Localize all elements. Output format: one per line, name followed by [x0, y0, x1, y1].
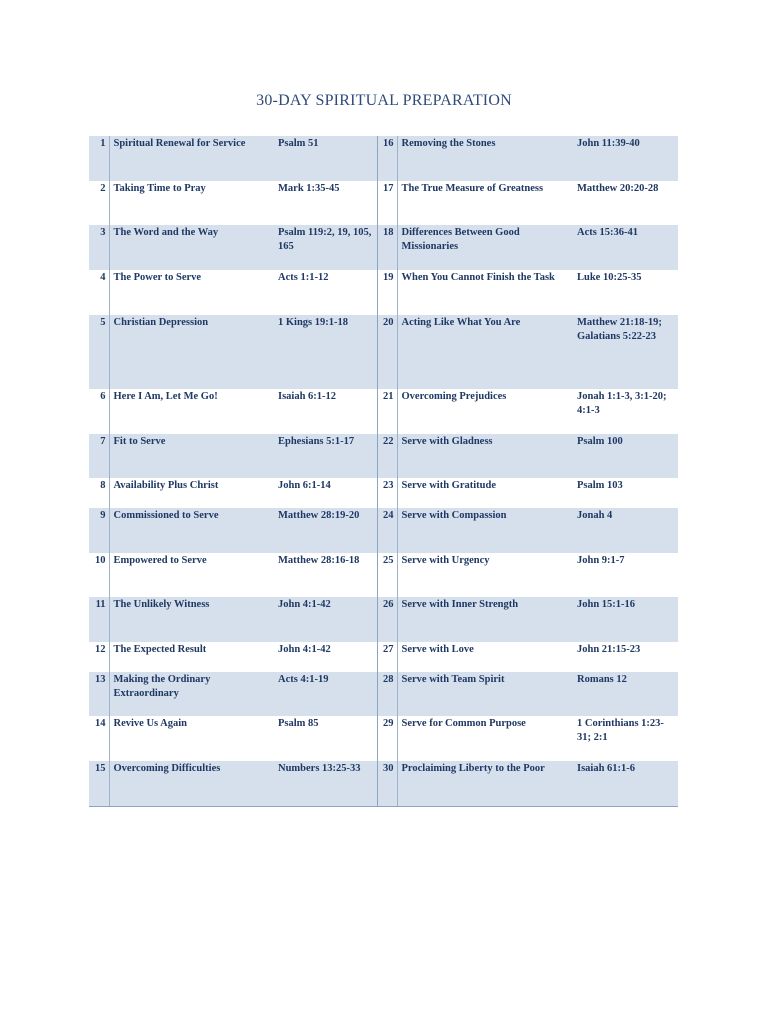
left-scripture-reference: John 6:1-14 — [272, 478, 377, 508]
right-scripture-reference: Romans 12 — [571, 672, 678, 716]
right-day-number: 24 — [377, 508, 397, 553]
right-day-number: 29 — [377, 716, 397, 761]
left-topic: Fit to Serve — [109, 434, 272, 478]
right-scripture-reference: Jonah 1:1-3, 3:1-20; 4:1-3 — [577, 391, 667, 416]
left-topic: Commissioned to Serve — [109, 508, 272, 553]
left-scripture-reference: Psalm 119:2, 19, 105, 165 — [272, 225, 377, 270]
page-title: 30-DAY SPIRITUAL PREPARATION — [256, 92, 512, 109]
right-scripture-reference: John 15:1-16 — [571, 597, 678, 642]
right-day-number: 18 — [377, 225, 397, 270]
table-row — [89, 508, 678, 553]
left-topic: The Unlikely Witness — [109, 597, 272, 642]
table-row — [89, 389, 678, 434]
table-row — [89, 761, 678, 806]
right-day-number: 19 — [377, 270, 397, 315]
left-day-number: 3 — [89, 225, 109, 270]
right-day-number: 16 — [377, 136, 397, 181]
right-topic: Serve with Gratitude — [401, 480, 496, 491]
right-day-number: 27 — [377, 642, 397, 672]
right-day-number: 21 — [377, 389, 397, 434]
left-topic: Spiritual Renewal for Service — [109, 136, 272, 181]
left-scripture-reference: Matthew 28:19-20 — [272, 508, 377, 553]
left-scripture-reference: Isaiah 6:1-12 — [272, 389, 377, 434]
left-scripture-reference: Acts 4:1-19 — [272, 672, 377, 716]
left-day-number: 12 — [89, 642, 109, 672]
left-topic: The Expected Result — [113, 644, 207, 655]
table-row — [89, 478, 678, 508]
left-scripture-reference: John 4:1-42 — [272, 642, 377, 672]
left-day-number: 1 — [89, 136, 109, 181]
left-topic: Revive Us Again — [113, 718, 187, 729]
right-topic: Acting Like What You Are — [397, 315, 571, 389]
table-row — [89, 315, 678, 389]
table-row — [89, 225, 678, 270]
right-day-number: 23 — [377, 478, 397, 508]
left-topic: The Power to Serve — [113, 272, 202, 283]
right-topic: Serve for Common Purpose — [401, 718, 526, 729]
right-scripture-reference: John 21:15-23 — [577, 644, 641, 655]
left-scripture-reference: Numbers 13:25-33 — [272, 761, 377, 806]
right-topic: Serve with Inner Strength — [397, 597, 571, 642]
right-scripture-reference: Matthew 21:18-19; Galatians 5:22-23 — [571, 315, 678, 389]
left-day-number: 13 — [89, 672, 109, 716]
left-day-number: 15 — [89, 761, 109, 806]
table-row — [89, 597, 678, 642]
table-row — [89, 553, 678, 597]
left-day-number: 9 — [89, 508, 109, 553]
left-topic: Taking Time to Pray — [113, 183, 206, 194]
right-topic: Serve with Gladness — [397, 434, 571, 478]
table-row — [89, 136, 678, 181]
right-scripture-reference: Isaiah 61:1-6 — [571, 761, 678, 806]
left-topic: Making the Ordinary Extraordinary — [109, 672, 272, 716]
left-topic: Availability Plus Christ — [113, 480, 219, 491]
left-scripture-reference: Psalm 85 — [272, 716, 377, 761]
left-day-number: 2 — [89, 181, 109, 225]
right-day-number: 17 — [377, 181, 397, 225]
left-day-number: 6 — [89, 389, 109, 434]
right-day-number: 22 — [377, 434, 397, 478]
preparation-table — [89, 136, 678, 807]
right-scripture-reference: John 9:1-7 — [577, 555, 625, 566]
left-day-number: 5 — [89, 315, 109, 389]
left-day-number: 11 — [89, 597, 109, 642]
right-topic: Serve with Love — [401, 644, 474, 655]
right-day-number: 26 — [377, 597, 397, 642]
table-row — [89, 672, 678, 716]
left-topic: Overcoming Difficulties — [109, 761, 272, 806]
right-scripture-reference: John 11:39-40 — [571, 136, 678, 181]
left-scripture-reference: Mark 1:35-45 — [272, 181, 377, 225]
left-scripture-reference: Ephesians 5:1-17 — [272, 434, 377, 478]
right-day-number: 25 — [377, 553, 397, 597]
left-day-number: 8 — [89, 478, 109, 508]
left-day-number: 7 — [89, 434, 109, 478]
table-row — [89, 181, 678, 225]
left-topic: Here I Am, Let Me Go! — [113, 391, 218, 402]
right-topic: Removing the Stones — [397, 136, 571, 181]
right-topic: When You Cannot Finish the Task — [401, 272, 555, 283]
left-scripture-reference: Matthew 28:16-18 — [272, 553, 377, 597]
right-scripture-reference: Matthew 20:20-28 — [577, 183, 659, 194]
right-day-number: 20 — [377, 315, 397, 389]
right-scripture-reference: Psalm 103 — [577, 480, 623, 491]
right-topic: Serve with Team Spirit — [397, 672, 571, 716]
left-scripture-reference: Psalm 51 — [272, 136, 377, 181]
left-day-number: 10 — [89, 553, 109, 597]
left-day-number: 4 — [89, 270, 109, 315]
left-scripture-reference: 1 Kings 19:1-18 — [272, 315, 377, 389]
left-scripture-reference: Acts 1:1-12 — [272, 270, 377, 315]
right-day-number: 28 — [377, 672, 397, 716]
left-day-number: 14 — [89, 716, 109, 761]
right-scripture-reference: Luke 10:25-35 — [577, 272, 642, 283]
right-topic: Serve with Compassion — [397, 508, 571, 553]
table-row — [89, 270, 678, 315]
right-scripture-reference: Acts 15:36-41 — [571, 225, 678, 270]
left-topic: Christian Depression — [109, 315, 272, 389]
table-row — [89, 716, 678, 761]
left-topic: Empowered to Serve — [113, 555, 207, 566]
right-topic: Serve with Urgency — [401, 555, 490, 566]
right-day-number: 30 — [377, 761, 397, 806]
right-scripture-reference: 1 Corinthians 1:23-31; 2:1 — [577, 718, 664, 743]
preparation-table-body — [89, 136, 678, 806]
left-topic: The Word and the Way — [109, 225, 272, 270]
left-scripture-reference: John 4:1-42 — [272, 597, 377, 642]
right-topic: Differences Between Good Missionaries — [397, 225, 571, 270]
right-scripture-reference: Psalm 100 — [571, 434, 678, 478]
right-scripture-reference: Jonah 4 — [571, 508, 678, 553]
table-row — [89, 434, 678, 478]
table-row — [89, 642, 678, 672]
right-topic: Proclaiming Liberty to the Poor — [397, 761, 571, 806]
right-topic: Overcoming Prejudices — [401, 391, 507, 402]
right-topic: The True Measure of Greatness — [401, 183, 544, 194]
